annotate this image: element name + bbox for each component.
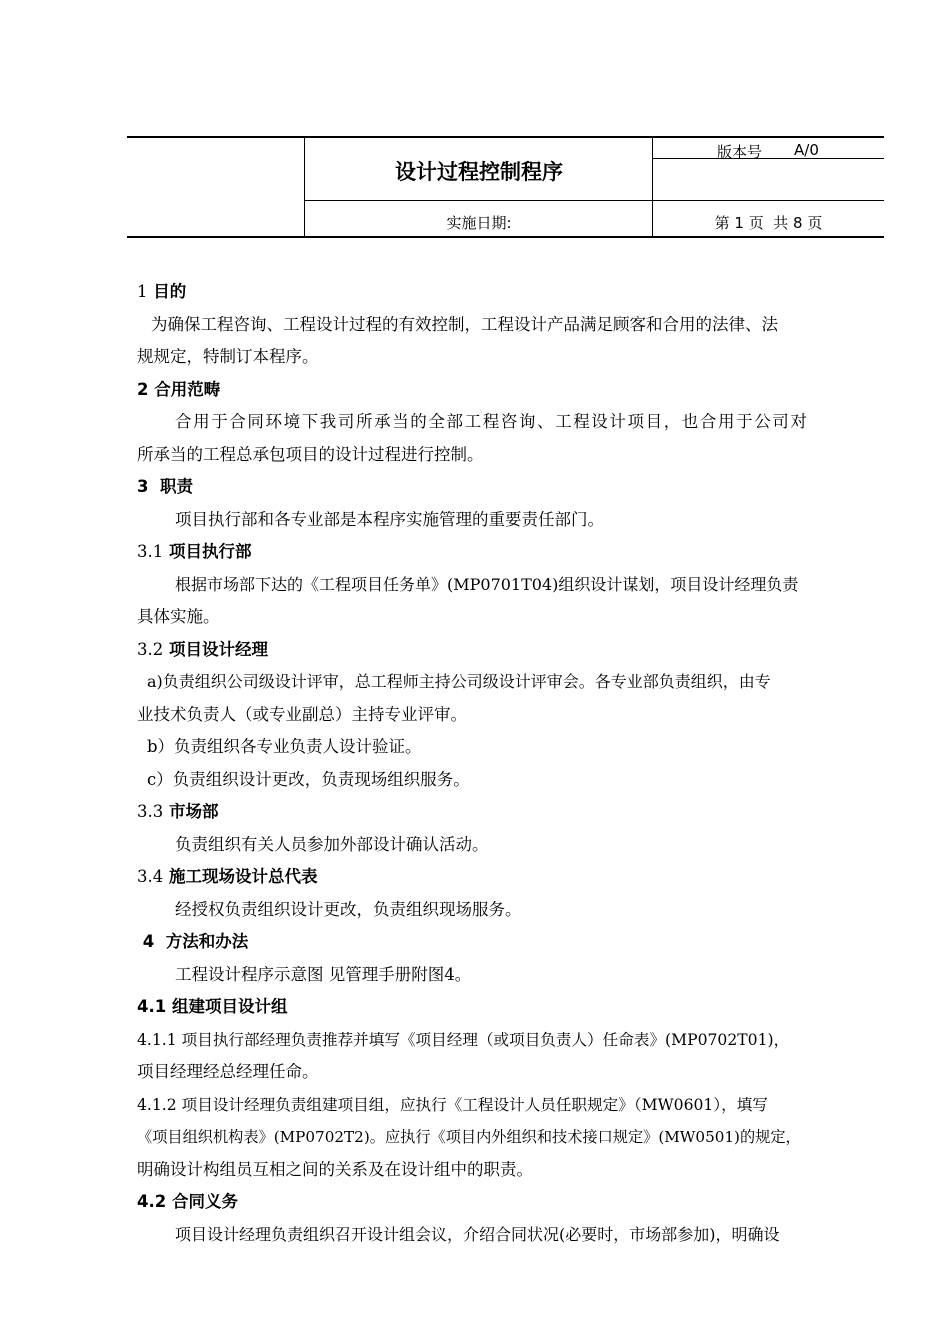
list-item: c）负责组织设计更改，负责现场组织服务。 [147,769,470,789]
paragraph: 根据市场部下达的《工程项目任务单》(MP0701T04)组织设计谋划，项目设计经理负责 [175,574,799,594]
paragraph: 负责组织有关人员参加外部设计确认活动。 [175,834,489,854]
section-heading-3-4: 3.4 施工现场设计总代表 [137,867,318,886]
paragraph: 4.1.1 项目执行部经理负责推荐并填写《项目经理（或项目负责人）任命表》(MP0702T01)， [137,1030,790,1049]
paragraph: 经授权负责组织设计更改，负责组织现场服务。 [175,899,522,919]
section-heading-3: 3 职责 [137,477,193,496]
section-heading-3-3: 3.3 市场部 [137,802,219,821]
list-item: a)负责组织公司级设计评审，总工程师主持公司级设计评审会。各专业部负责组织，由专 [147,672,771,691]
paragraph: 为确保工程咨询、工程设计过程的有效控制，工程设计产品满足顾客和合用的法律、法 [151,314,778,334]
section-heading-3-2: 3.2 项目设计经理 [137,639,268,659]
paragraph: 所承当的工程总承包项目的设计过程进行控制。 [137,444,484,464]
page-info: 第 1 页 共 8 页 [714,214,823,232]
paragraph: 规规定，特制订本程序。 [137,347,319,366]
version-label: 版本号 [717,143,763,161]
paragraph: 具体实施。 [137,607,220,626]
section-heading-3-1: 3.1 项目执行部 [137,542,252,561]
list-item: 业技术负责人（或专业副总）主持专业评审。 [137,704,467,724]
paragraph: 4.1.2 项目设计经理负责组建项目组，应执行《工程设计人员任职规定》（MW0601），填写 [137,1095,768,1114]
paragraph: 明确设计构组员互相之间的关系及在设计组中的职责。 [137,1159,533,1179]
paragraph: 工程设计程序示意图 见管理手册附图4。 [175,964,472,984]
header-divider [304,200,884,201]
document-title: 设计过程控制程序 [395,160,563,184]
list-item: b）负责组织各专业负责人设计验证。 [147,737,422,756]
document-body [137,276,884,1251]
paragraph: 《项目组织机构表》(MP0702T2)。应执行《项目内外组织和技术接口规定》(MW0501)的规定， [137,1128,801,1146]
paragraph: 合用于合同环境下我司所承当的全部工程咨询、工程设计项目，也合用于公司对 [175,412,809,431]
section-heading-4: 4 方法和办法 [142,932,249,951]
paragraph: 项目执行部和各专业部是本程序实施管理的重要责任部门。 [175,509,604,529]
header-divider [652,158,884,159]
section-heading-2: 2 合用范畴 [137,379,221,399]
paragraph: 项目设计经理负责组织召开设计组会议，介绍合同状况(必要时，市场部参加)，明确设 [175,1224,780,1244]
section-heading-4-2: 4.2 合同义务 [137,1192,238,1211]
section-heading-4-1: 4.1 组建项目设计组 [137,997,288,1016]
paragraph: 项目经理经总经理任命。 [137,1062,319,1081]
version-value: A/0 [794,141,819,159]
document-header-table [127,136,884,238]
effective-date-label: 实施日期: [446,214,512,232]
section-heading-1: 1 目的 [137,282,187,301]
